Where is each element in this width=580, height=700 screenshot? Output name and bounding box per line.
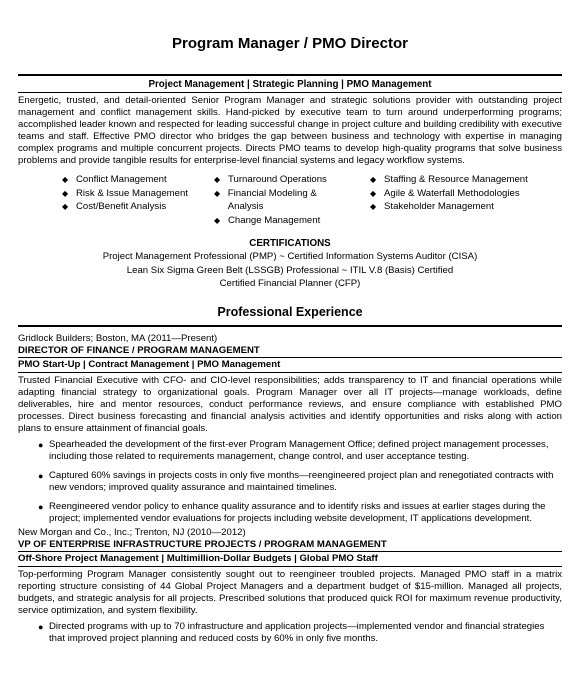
diamond-bullet-icon: ◆ bbox=[370, 188, 377, 198]
page-title: Program Manager / PMO Director bbox=[172, 35, 408, 52]
achievement-list bbox=[18, 439, 562, 525]
bullet-icon: ● bbox=[38, 501, 44, 512]
certification-line: Certified Financial Planner (CFP) bbox=[219, 278, 361, 289]
focus-line: Project Management | Strategic Planning | PMO Management bbox=[148, 79, 432, 90]
job-title: VP OF ENTERPRISE INFRASTRUCTURE PROJECTS / PROGRAM MANAGEMENT bbox=[18, 538, 387, 550]
skill-item: ◆ Cost/Benefit Analysis bbox=[62, 201, 167, 212]
title-divider bbox=[18, 74, 562, 76]
certification-line: Lean Six Sigma Green Belt (LSSGB) Professional ~ ITIL V.8 (Basis) Certified bbox=[126, 264, 454, 276]
summary-paragraph: Energetic, trusted, and detail-oriented Senior Program Manager and strategic solutions provider with outstanding project management and conflict management skills. Hand-picked by executive team to turn around underperforming programs; accomplished leader known and respected for leading successful change in project culture and building credibility with executive teams and staff. Effective PMO director who bridges the gap between business and technology with expertise in managing complex programs and multiple concurrent projects. Directs PMO teams to develop high-quality programs that solve business problems and provide tangible results for enterprise-level financial systems and legacy workflow systems. bbox=[18, 95, 562, 166]
achievement-list bbox=[18, 621, 562, 645]
bullet-icon: ● bbox=[38, 439, 44, 450]
section-divider bbox=[18, 325, 562, 327]
achievement-item: ● Captured 60% savings in projects costs in only five months—reengineered project plan and renegotiated contracts with new vendors; improved quality assurance and maintained timelines. bbox=[18, 470, 562, 494]
skills-column-3 bbox=[370, 173, 550, 227]
certifications-heading: CERTIFICATIONS bbox=[249, 238, 331, 249]
skill-item: ◆ Agile & Waterfall Methodologies bbox=[370, 187, 520, 199]
job-divider bbox=[18, 566, 562, 567]
diamond-bullet-icon: ◆ bbox=[370, 202, 377, 211]
focus-divider bbox=[18, 92, 562, 93]
skill-item: ◆ Conflict Management bbox=[62, 174, 167, 185]
achievement-item: ● Directed programs with up to 70 infrastructure and application projects—implemented vendor and financial strategies that improved project planning and reduced costs by 60% in only five months. bbox=[18, 621, 562, 645]
skill-item: ◆ Turnaround Operations bbox=[214, 174, 327, 185]
skills-list bbox=[18, 173, 562, 227]
diamond-bullet-icon: ◆ bbox=[214, 188, 221, 198]
diamond-bullet-icon: ◆ bbox=[214, 215, 221, 225]
job-tagline: Off-Shore Project Management | Multimillion-Dollar Budgets | Global PMO Staff bbox=[18, 552, 378, 564]
skills-column-2 bbox=[214, 173, 352, 227]
job-company: Gridlock Builders; Boston, MA (2011—Present) bbox=[18, 332, 218, 344]
job-description: Top-performing Program Manager consistently sought out to reengineer troubled projects. Managed PMO staff in a matrix reporting structure consisting of 44 Global Project Managers and a department budget of $15-million. Managed all projects, budgets, and strategic analysis for all projects. Prescribed solutions that produced quick ROI for maximum revenue productivity, service optimization, and system flexibility. bbox=[18, 568, 562, 616]
job-description: Trusted Financial Executive with CFO- and CIO-level responsibilities; adds transparency to IT and financial operations while adapting financial strategy to organizational goals. Program Manager over all IT projects—manage workloads, define deliverables, hire and mentor resources, conduct performance reviews, and ensure compliance with established PMO processes. Direct business forecasting and financial analysis activities and identify opportunities and risks along with action plans to ensure attainment of financial goals. bbox=[18, 374, 562, 434]
bullet-icon: ● bbox=[38, 470, 44, 481]
diamond-bullet-icon: ◆ bbox=[62, 188, 69, 198]
diamond-bullet-icon: ◆ bbox=[62, 175, 69, 184]
diamond-bullet-icon: ◆ bbox=[214, 175, 221, 184]
diamond-bullet-icon: ◆ bbox=[62, 202, 69, 211]
skill-item: ◆ Change Management bbox=[214, 214, 321, 226]
job-tagline: PMO Start-Up | Contract Management | PMO Management bbox=[18, 358, 281, 370]
skill-item: ◆ Financial Modeling & Analysis bbox=[214, 187, 317, 212]
job-title: DIRECTOR OF FINANCE / PROGRAM MANAGEMENT bbox=[18, 344, 260, 356]
skill-item: ◆ Staffing & Resource Management bbox=[370, 174, 528, 185]
certification-line: Project Management Professional (PMP) ~ Certified Information Systems Auditor (CISA) bbox=[102, 251, 478, 262]
bullet-icon: ● bbox=[38, 621, 44, 632]
skills-column-1 bbox=[62, 173, 200, 227]
job-company: New Morgan and Co., Inc.; Trenton, NJ (2010—2012) bbox=[18, 526, 246, 538]
achievement-item: ● Spearheaded the development of the first-ever Program Management Office; defined project management processes, including those related to requirements management, change control, and user acceptance testing. bbox=[18, 439, 562, 463]
achievement-item: ● Reengineered vendor policy to enhance quality assurance and to identify risks and issues at earlier stages during the project; implemented vendor evaluations for projects including website development, IT applications development. bbox=[18, 501, 562, 525]
diamond-bullet-icon: ◆ bbox=[370, 175, 377, 184]
section-heading-experience: Professional Experience bbox=[217, 304, 363, 319]
skill-item: ◆ Risk & Issue Management bbox=[62, 187, 188, 199]
job-divider bbox=[18, 372, 562, 373]
skill-item: ◆ Stakeholder Management bbox=[370, 201, 494, 212]
